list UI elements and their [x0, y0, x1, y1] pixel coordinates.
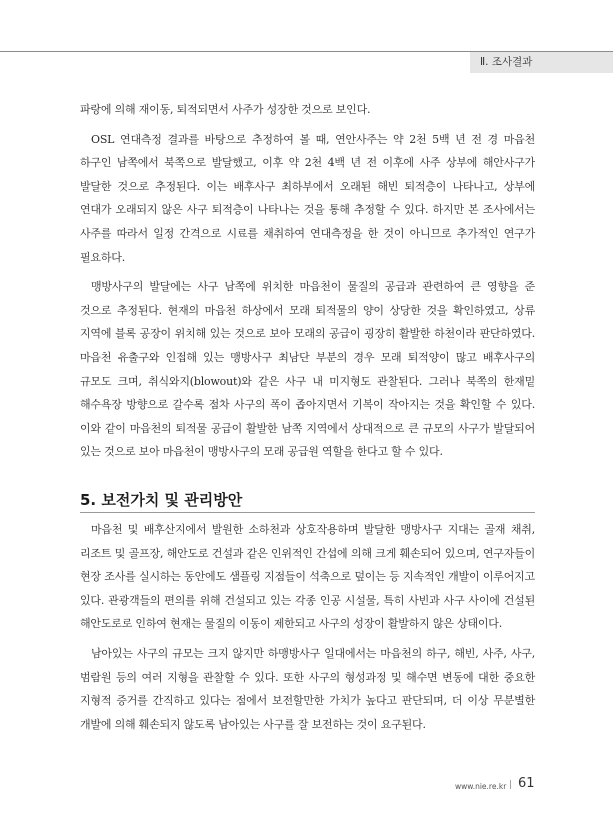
section-rule — [80, 512, 535, 513]
paragraph-human-disturbance: 마읍천 및 배후산지에서 발원한 소하천과 상호작용하며 발달한 맹방사구 지대는 골재 채취, 리조트 및 골프장, 해안도로 건설과 같은 인위적인 간섭에 의해 크게 훼손되어 있으며, 연구자들이 현장 조사를 실시하는 동안에도 샘플링 지점들이 석축으로 덮이는 등 지속적인 개발이 이루어지고 있다. 관광객들의 편의를 위해 건설되고 있는 각종 인공 시설물, 특히 사빈과 사구 사이에 건설된 해안도로로 인하여 현재는 물질의 이동이 제한되고 사구의 성장이 활발하지 않은 상태이다. — [80, 523, 535, 631]
footer-separator: | — [509, 780, 513, 790]
page-footer — [455, 776, 555, 796]
paragraph-conservation-value: 남아있는 사구의 규모는 크지 않지만 하맹방사구 일대에서는 마읍천의 하구, 해빈, 사주, 사구, 범람원 등의 여러 지형을 관찰할 수 있다. 또한 사구의 형성과정 및 해수면 변동에 대한 중요한 지형적 증거를 간직하고 있다는 점에서 보전할만한 가치가 높다고 판단되며, 더 이상 무분별한 개발에 의해 훼손되지 않도록 남아있는 사구를 잘 보전하는 것이 요구된다. — [80, 646, 535, 731]
body-text-bottom — [80, 518, 535, 742]
body-text-top — [80, 98, 535, 470]
footer-url: www.nie.re.kr — [455, 782, 507, 791]
section-heading: 5. 보전가치 및 관리방안 — [80, 491, 243, 509]
paragraph-dune-development: 맹방사구의 발달에는 사구 남쪽에 위치한 마읍천이 물질의 공급과 관련하여 큰 영향을 준 것으로 추정된다. 현재의 마읍천 하상에서 모래 퇴적물의 양이 상당한 것을 확인하였고, 상류 지역에 블록 공장이 위치해 있는 것으로 보아 모래의 공급이 굉장히 활발한 하천이라 판단하였다. 마읍천 유출구와 인접해 있는 맹방사구 최남단 부분의 경우 모래 퇴적양이 많고 배후사구의 규모도 크며, 취식와지(blowout)와 같은 사구 내 미지형도 관찰된다. 그러나 북쪽의 한재밑 해수욕장 방향으로 갈수록 점차 사구의 폭이 좁아지면서 기복이 작아지는 것을 확인할 수 있다. 이와 같이 마읍천의 퇴적물 공급이 활발한 남쪽 지역에서 상대적으로 큰 규모의 사구가 발달되어 있는 것으로 보아 마읍천이 맹방사구의 모래 공급원 역할을 한다고 할 수 있다. — [80, 280, 535, 459]
paragraph-continuation: 파랑에 의해 재이동, 퇴적되면서 사주가 성장한 것으로 보인다. — [80, 103, 371, 116]
chapter-label: Ⅱ. 조사결과 — [470, 52, 613, 73]
paragraph-osl-dating: OSL 연대측정 결과를 바탕으로 추정하여 볼 때, 연안사주는 약 2천 5백 년 전 경 마읍천 하구인 남쪽에서 북쪽으로 발달했고, 이후 약 2천 4백 년 전 이후에 사주 상부에 해안사구가 발달한 것으로 추정된다. 이는 배후사구 최하부에서 오래된 해빈 퇴적층이 나타나고, 상부에 연대가 오래되지 않은 사구 퇴적층이 나타나는 것을 통해 추정할 수 있다. 하지만 본 조사에서는 사주를 따라서 일정 간격으로 시료를 채취하여 연대측정을 한 것이 아니므로 추가적인 연구가 필요하다. — [80, 132, 535, 264]
page-number: 61 — [518, 776, 535, 791]
